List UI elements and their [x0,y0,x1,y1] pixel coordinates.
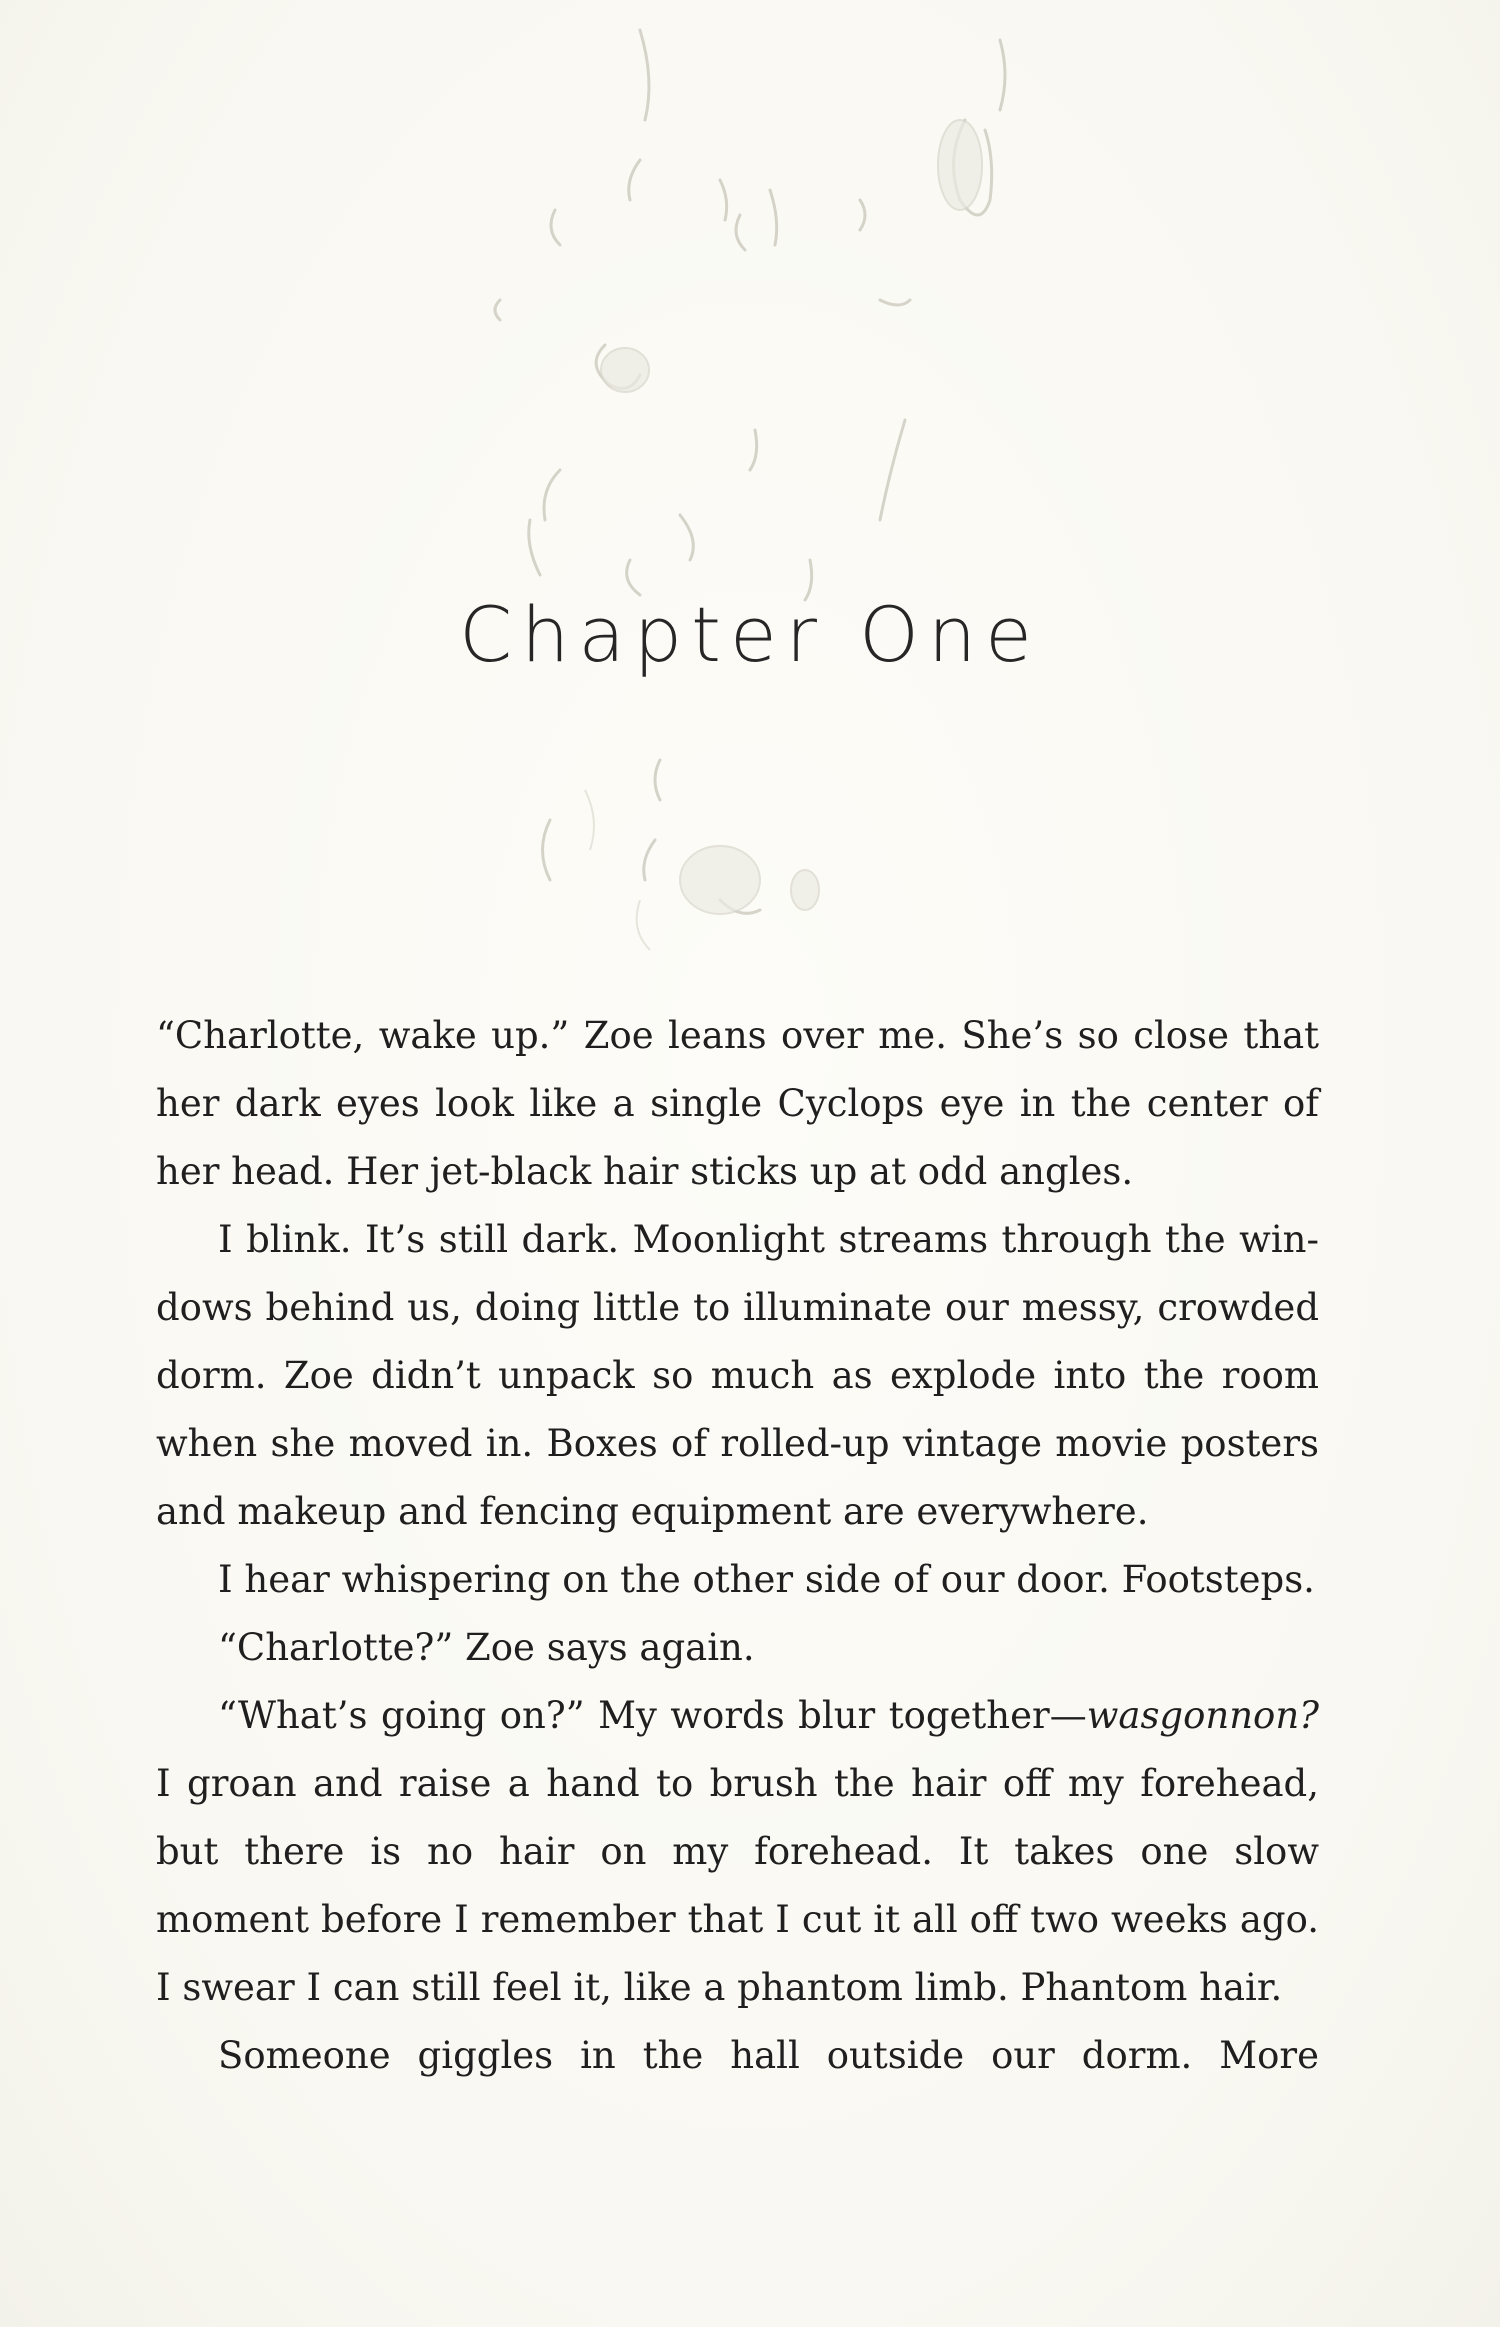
paragraph-text-after-italic: I groan and raise a hand to brush the hair off my forehead, but there is no hair on my forehead. It takes one slow moment before I remember that I cut it all off two weeks ago. I swear I can still feel it, like a phantom limb. Phantom hair. [156,1762,1319,2009]
paragraph: “Charlotte, wake up.” Zoe leans over me. She’s so close that her dark eyes look like a single Cyclops eye in the center of her head. Her jet-black hair sticks up at odd angles. [156,1014,1319,1193]
chapter-body [156,1002,1319,2090]
chapter-title: Chapter One [459,590,1041,679]
paragraph: Someone giggles in the hall outside our dorm. More [218,2034,1319,2077]
paragraph: “Charlotte?” Zoe says again. [218,1626,755,1669]
paragraph [156,1682,1319,2022]
paragraph: I hear whispering on the other side of our door. Footsteps. [218,1558,1315,1601]
water-droplets-illustration [0,0,1500,1000]
paragraph-text-before-italic: “What’s going on?” My words blur together— [218,1694,1087,1737]
italic-word: wasgonnon? [1086,1694,1319,1737]
paragraph: I blink. It’s still dark. Moonlight streams through the windows behind us, doing little to illuminate our messy, crowded dorm. Zoe didn’t unpack so much as explode into the room when she moved in. Boxes of rolled-up vintage movie posters and makeup and fencing equipment are everywhere. [156,1218,1319,1533]
